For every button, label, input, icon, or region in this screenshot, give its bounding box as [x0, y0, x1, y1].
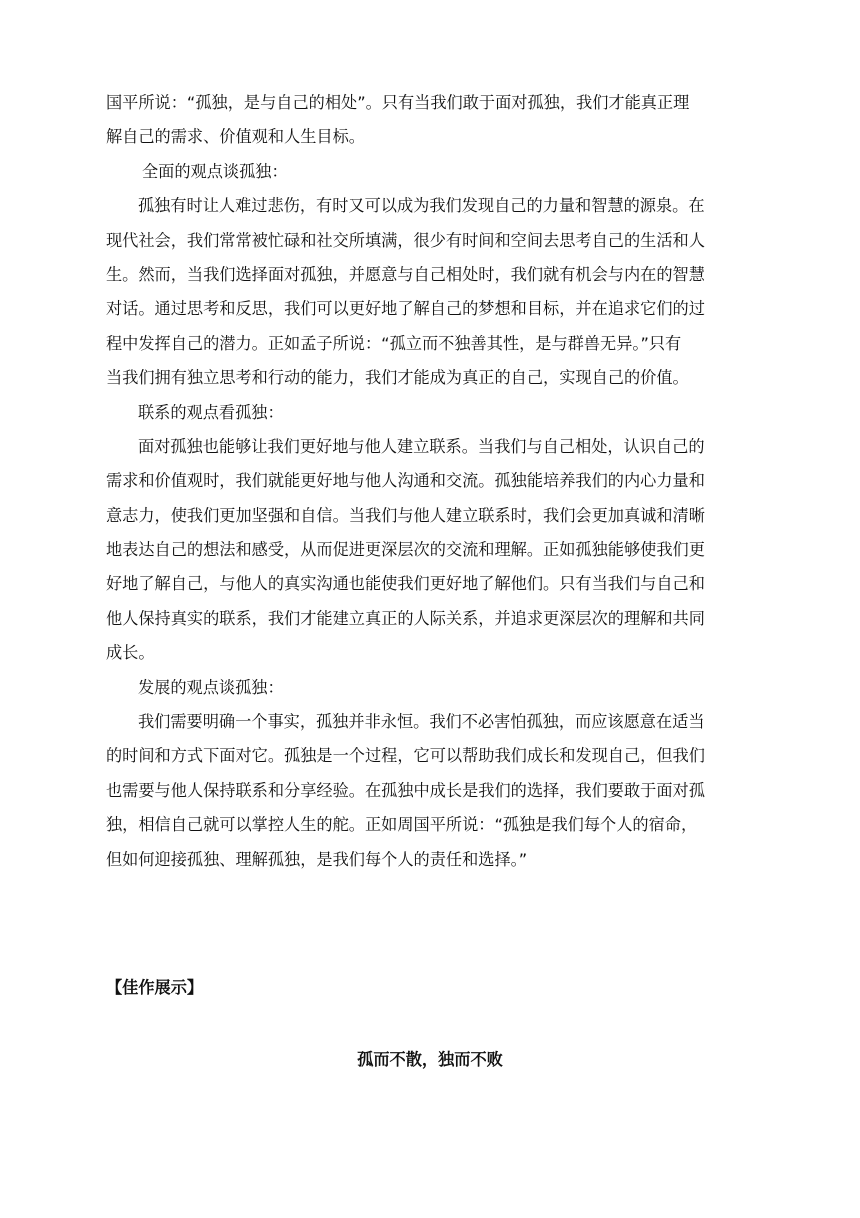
section-heading: 【佳作展示】	[106, 978, 204, 997]
text-line: 地表达自己的想法和感受，从而促进更深层次的交流和理解。正如孤独能够使我们更	[106, 540, 705, 560]
text-line: 独，相信自己就可以掌控人生的舵。正如周国平所说：“孤独是我们每个人的宿命，	[106, 815, 698, 835]
text-line: 需求和价值观时，我们就能更好地与他人沟通和交流。孤独能培养我们的内心力量和	[106, 471, 705, 491]
text-line: 成长。	[106, 643, 155, 663]
text-line: 我们需要明确一个事实，孤独并非永恒。我们不必害怕孤独，而应该愿意在适当	[138, 712, 705, 732]
body-text	[106, 86, 754, 877]
text-line: 意志力，使我们更加坚强和自信。当我们与他人建立联系时，我们会更加真诚和清晰	[106, 505, 705, 525]
text-line: 国平所说：“孤独，是与自己的相处”。只有当我们敢于面对孤独，我们才能真正理	[106, 93, 690, 112]
text-line: 孤独有时让人难过悲伤，有时又可以成为我们发现自己的力量和智慧的源泉。在	[138, 196, 705, 216]
text-line: 当我们拥有独立思考和行动的能力，我们才能成为真正的自己，实现自己的价值。	[106, 368, 689, 388]
text-line: 解自己的需求、价值观和人生目标。	[106, 127, 365, 147]
subheading-comprehensive: 全面的观点谈孤独：	[142, 161, 288, 181]
text-line: 面对孤独也能够让我们更好地与他人建立联系。当我们与自己相处，认识自己的	[138, 436, 705, 456]
subheading-development: 发展的观点谈孤独：	[138, 677, 284, 697]
text-line: 的时间和方式下面对它。孤独是一个过程，它可以帮助我们成长和发现自己，但我们	[106, 746, 705, 766]
text-line: 对话。通过思考和反思，我们可以更好地了解自己的梦想和目标，并在追求它们的过	[106, 299, 705, 319]
essay-title: 孤而不散，独而不败	[357, 1050, 503, 1069]
text-line: 他人保持真实的联系，我们才能建立真正的人际关系，并追求更深层次的理解和共同	[106, 608, 705, 628]
subheading-connection: 联系的观点看孤独：	[138, 402, 284, 422]
text-line: 也需要与他人保持联系和分享经验。在孤独中成长是我们的选择，我们要敢于面对孤	[106, 780, 705, 800]
text-line: 好地了解自己，与他人的真实沟通也能使我们更好地了解他们。只有当我们与自己和	[106, 574, 705, 594]
text-line: 程中发挥自己的潜力。正如孟子所说：“孤立而不独善其性，是与群兽无异。”只有	[106, 333, 682, 353]
text-line: 现代社会，我们常常被忙碌和社交所填满，很少有时间和空间去思考自己的生活和人	[106, 230, 705, 250]
text-line: 但如何迎接孤独、理解孤独，是我们每个人的责任和选择。”	[106, 849, 528, 869]
text-line: 生。然而，当我们选择面对孤独，并愿意与自己相处时，我们就有机会与内在的智慧	[106, 264, 705, 284]
